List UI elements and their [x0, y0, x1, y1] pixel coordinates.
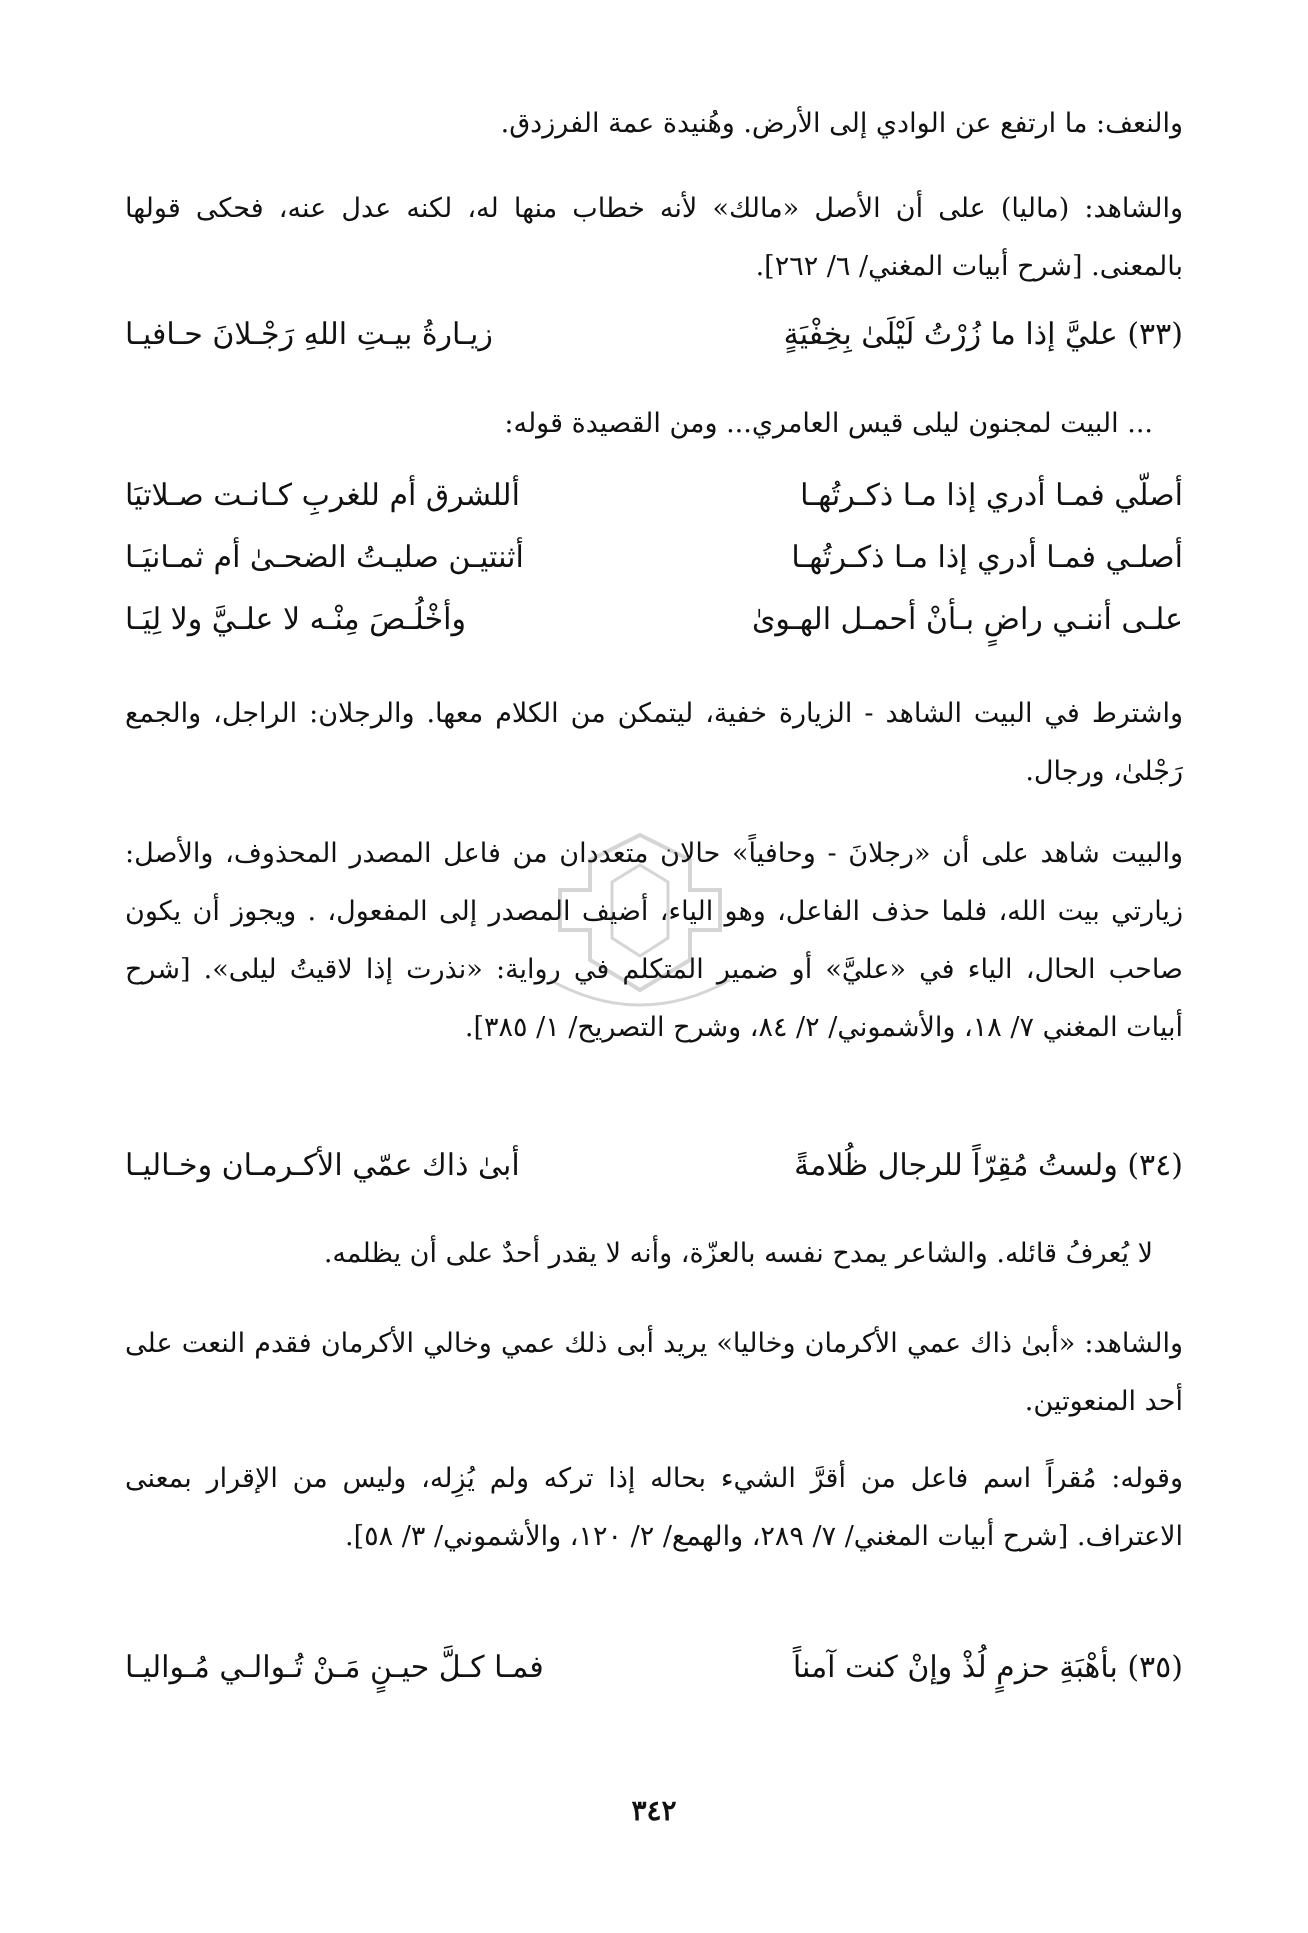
paragraph-shahid-malia: والشاهد: (ماليا) على أن الأصل «مالك» لأنه خطاب منها له، لكنه عدل عنه، فحكى قولها بالمعنى. [شرح أبيات المغني/ ٦/ ٢٦٢]. [125, 193, 1183, 282]
poem-line-1-second: أللشرق أم للغربِ كـانـت صـلاتيَا [125, 478, 520, 513]
poem-line-3-second: وأخْلُـصَ مِنْـه لا علـيَّ ولا لِيَـا [125, 602, 466, 637]
verse-35 [125, 1650, 1183, 1710]
paragraph-shahid-aba: والشاهد: «أبىٰ ذاك عمي الأكرمان وخاليا» يريد أبى ذلك عمي وخالي الأكرمان فقدم النعت على أحد المنعوتين. [125, 1328, 1183, 1417]
verse-33-second-hemistich: زيـارةُ بيـتِ اللهِ رَجْـلانَ حـافيـا [125, 317, 493, 352]
poem-line-2-first: أصلـي فمـا أدري إذا مـا ذكـرتُهـا [791, 540, 1183, 575]
verse-34-first-hemistich: (٣٤) ولستُ مُقِرّاً للرجال ظُلامةً [794, 1148, 1183, 1183]
poem-line-2-second: أثنتيـن صليـتُ الضحـىٰ أم ثمـانيَـا [125, 540, 524, 575]
poem-line-1 [125, 478, 1183, 538]
paragraph-albayt-shahid: والبيت شاهد على أن «رجلانَ - وحافياً» حالان متعددان من فاعل المصدر المحذوف، والأصل: زيارتي بيت الله، فلما حذف الفاعل، وهو الياء، أضيف المصدر إلى المفعول، . ويجوز أن يكون صاحب الحال، الياء في «عليَّ» أو ضمير المتكلم في رواية: «نذرت إذا لاقيتُ ليلى». [شرح أبيات المغني ٧/ ١٨، والأشموني/ ٢/ ٨٤، وشرح التصريح/ ١/ ٣٨٥]. [125, 838, 1183, 1043]
paragraph-la-yuraf: لا يُعرفُ قائله. والشاعر يمدح نفسه بالعزّة، وأنه لا يقدر أحدٌ على أن يظلمه. [323, 1238, 1153, 1269]
paragraph-nafaf: والنعف: ما ارتفع عن الوادي إلى الأرض. وهُنيدة عمة الفرزدق. [500, 108, 1183, 139]
verse-33-first-hemistich: (٣٣) عليَّ إذا ما زُرْتُ لَيْلَىٰ بِخِفْيَةٍ [783, 317, 1183, 352]
paragraph-majnun: ... البيت لمجنون ليلى قيس العامري... ومن القصيدة قوله: [504, 408, 1153, 439]
paragraph-muqirran: وقوله: مُقراً اسم فاعل من أقرَّ الشيء بحاله إذا تركه ولم يُزِله، وليس من الإقرار بمعنى الاعتراف. [شرح أبيات المغني/ ٧/ ٢٨٩، والهمع/ ٢/ ١٢٠، والأشموني/ ٣/ ٥٨]. [125, 1463, 1183, 1552]
verse-34-second-hemistich: أبىٰ ذاك عمّي الأكـرمـان وخـاليـا [125, 1148, 520, 1183]
poem-line-1-first: أصلّي فمـا أدري إذا مـا ذكـرتُهـا [800, 478, 1183, 513]
paragraph-istarata: واشترط في البيت الشاهد - الزيارة خفية، ليتمكن من الكلام معها. والرجلان: الراجل، والجمع رَجْلىٰ، ورجال. [125, 698, 1183, 787]
poem-line-3 [125, 602, 1183, 662]
verse-35-first-hemistich: (٣٥) بأهْبَةِ حزمٍ لُذْ وإنْ كنت آمناً [792, 1650, 1183, 1685]
verse-35-second-hemistich: فمـا كـلَّ حيـنٍ مَـنْ تُـوالـي مُـواليـا [125, 1650, 544, 1685]
poem-line-3-first: علـى أننـي راضٍ بـأنْ أحمـل الهـوىٰ [751, 602, 1183, 637]
verse-34 [125, 1148, 1183, 1208]
page-number: ٣٤٢ [631, 1794, 677, 1827]
verse-33 [125, 317, 1183, 377]
poem-line-2 [125, 540, 1183, 600]
